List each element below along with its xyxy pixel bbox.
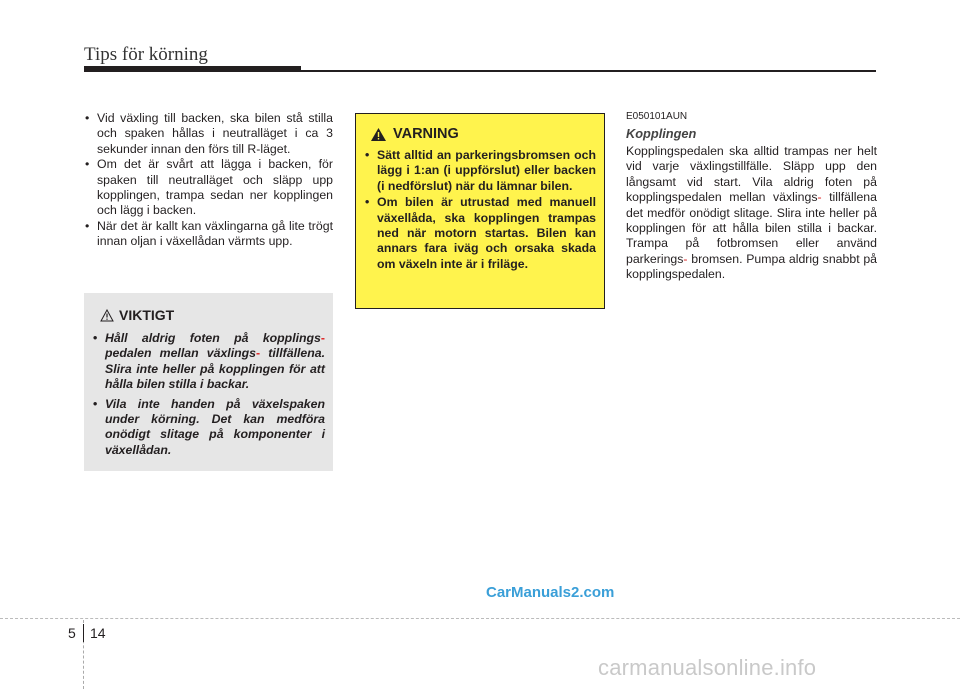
warning-triangle-icon (370, 127, 387, 142)
viktigt-notice-box (84, 293, 333, 471)
page-number: 14 (90, 625, 106, 641)
list-item: • Håll aldrig foten på kopplings- pedalen mellan växlings- tillfällena. Slira inte heller på kopplingen för att hålla bilen stilla i backar. (92, 331, 325, 393)
list-item: • Vila inte handen på växelspaken under körning. Det kan medföra onödigt slitage på komponenter i växellådan. (92, 397, 325, 459)
footer-rule (0, 618, 960, 619)
list-item: • Vid växling till backen, ska bilen stå stilla och spaken hållas i neutralläget i ca 3 sekunder innan den förs till R-läget. (84, 111, 333, 157)
caution-triangle-icon (100, 309, 114, 322)
page-number-divider (83, 624, 84, 642)
chapter-number: 5 (68, 625, 76, 641)
viktigt-list (92, 331, 325, 458)
left-column (84, 111, 333, 250)
header-rule-thin (301, 70, 876, 72)
section-heading: Kopplingen (626, 126, 697, 141)
footer-site-watermark: carmanualsonline.info (598, 655, 817, 680)
watermark-link[interactable]: CarManuals2.com (486, 584, 615, 601)
viktigt-header (100, 305, 325, 325)
varning-header (370, 124, 596, 144)
list-item: • Om det är svårt att lägga i backen, för spaken till neutralläget och släpp upp kopplingen, trampa sedan ner kopplingen och lägg i backen. (84, 157, 333, 219)
varning-title: VARNING (393, 126, 459, 142)
list-item: • Om bilen är utrustad med manuell växellåda, ska kopplingen trampas ned när motorn startas. Bilen kan annars fara iväg och orsaka skada om växeln inte är i friläge. (364, 195, 596, 272)
viktigt-title: VIKTIGT (119, 307, 175, 323)
list-item: • Sätt alltid an parkeringsbromsen och lägg i 1:an (i uppförslut) eller backen (i nedförslut) när du lämnar bilen. (364, 148, 596, 194)
section-code: E050101AUN (626, 111, 688, 122)
page-header-title: Tips för körning (84, 44, 208, 65)
varning-list (364, 148, 596, 272)
list-item: • När det är kallt kan växlingarna gå lite trögt innan oljan i växellådan värmts upp. (84, 219, 333, 250)
reverse-gear-tips-list (84, 111, 333, 250)
header-rule-thick (84, 66, 301, 72)
clutch-paragraph: Kopplingspedalen ska alltid trampas ner helt vid varje växlingstillfälle. Släpp upp den långsamt vid start. Vila aldrig foten på kopplingspedalen mellan växlings- tillfällena det medför onödigt slitage. Slira inte heller på kopplingen för att hålla bilen stilla i backar. Trampa på fotbromsen eller använd parkerings- bromsen. Pumpa aldrig snabbt på kopplingspedalen. (626, 144, 877, 282)
varning-warning-box (355, 113, 605, 309)
right-column (626, 111, 877, 283)
